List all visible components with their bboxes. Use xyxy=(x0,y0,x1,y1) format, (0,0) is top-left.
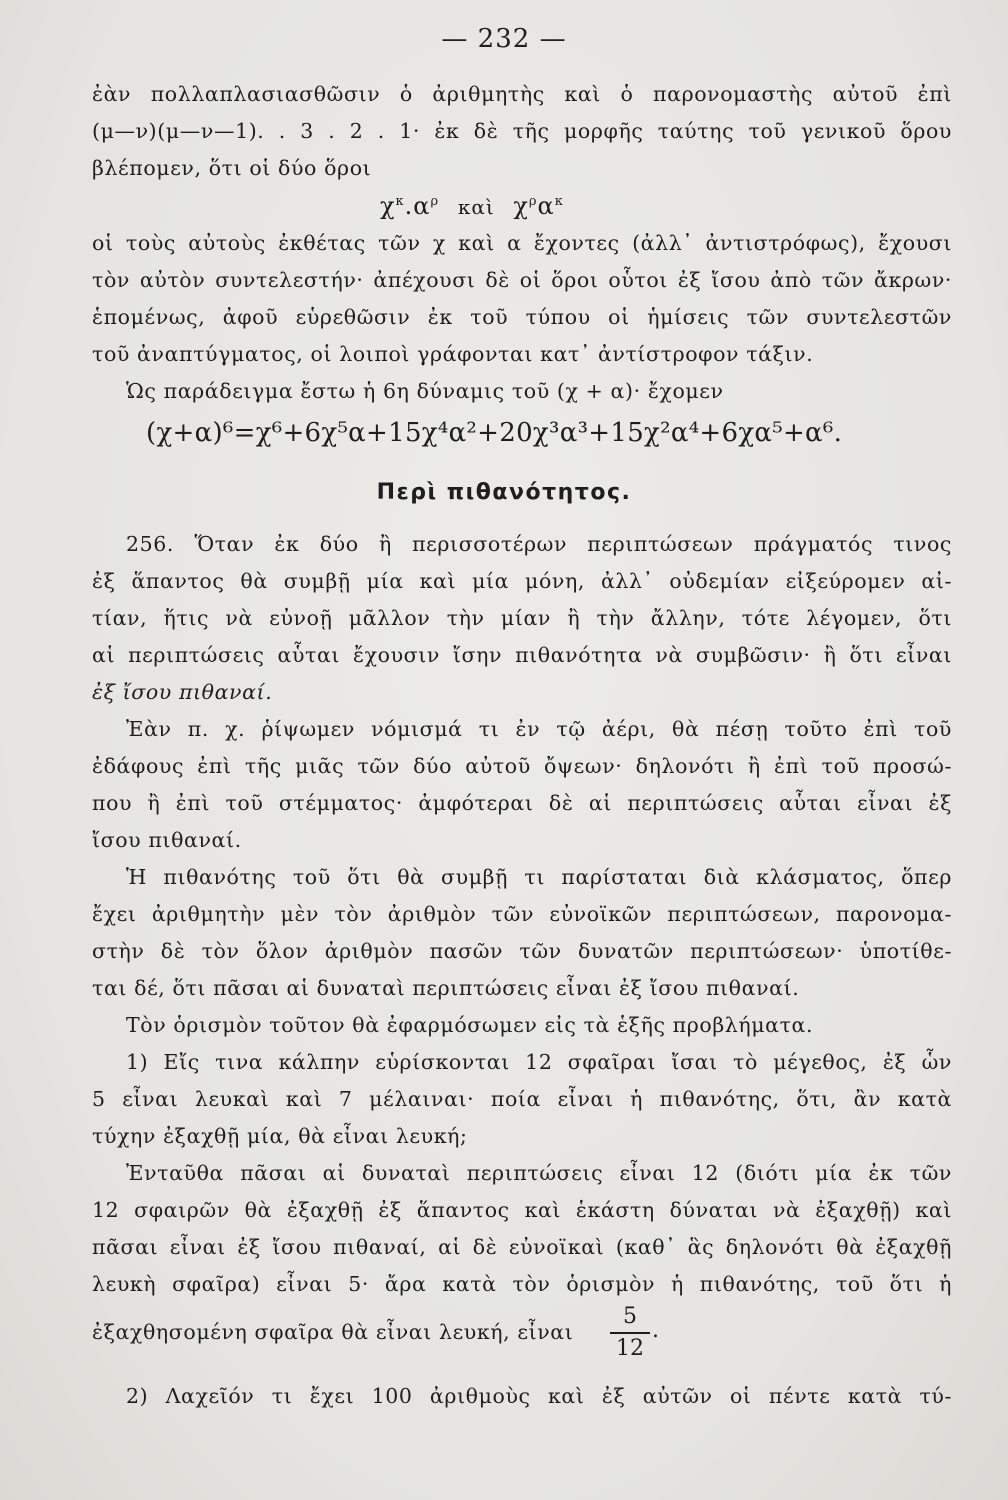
paragraph-line: ἐξαχθησομένη σφαῖρα θὰ εἶναι λευκή, εἶναι xyxy=(92,1320,574,1344)
paragraph-line: Ἡ πιθανότης τοῦ ὅτι θὰ συμβῇ τι παρίσταται διὰ κλάσματος, ὅπερ xyxy=(126,865,952,889)
paragraph-line: Ἐνταῦθα πᾶσαι αἱ δυναταὶ περιπτώσεις εἶναι 12 (διότι μία ἐκ τῶν xyxy=(126,1161,952,1185)
paragraph-line: ἐὰν πολλαπλασιασθῶσιν ὁ ἀριθμητὴς καὶ ὁ παρονομαστὴς αὐτοῦ ἐπὶ xyxy=(92,82,952,106)
paragraph-line: Ὡς παράδειγμα ἔστω ἡ 6η δύναμις τοῦ (χ + α)· ἔχομεν xyxy=(126,379,724,403)
paragraph-line: 256. Ὅταν ἐκ δύο ἢ περισσοτέρων περιπτώσεων πράγματός τινος xyxy=(126,532,952,556)
paragraph-line: 12 σφαιρῶν θὰ ἐξαχθῇ ἐξ ἅπαντος καὶ ἑκάστη δύναται νὰ ἐξαχθῇ) καὶ xyxy=(92,1198,952,1222)
paragraph-line: ἐδάφους ἐπὶ τῆς μιᾶς τῶν δύο αὐτοῦ ὄψεων· δηλονότι ἢ ἐπὶ τοῦ προσώ- xyxy=(92,754,952,778)
fraction-numerator: 5 xyxy=(623,1304,637,1329)
paragraph-line: ται δέ, ὅτι πᾶσαι αἱ δυναταὶ περιπτώσεις εἶναι ἐξ ἴσου πιθαναί. xyxy=(92,976,800,1000)
formula-terms xyxy=(380,192,564,220)
paragraph-line: Ἐὰν π. χ. ῥίψωμεν νόμισμά τι ἐν τῷ ἀέρι, θὰ πέσῃ τοῦτο ἐπὶ τοῦ xyxy=(126,717,952,741)
paragraph-line: ἐξ ἴσου πιθαναί. xyxy=(92,680,273,704)
paragraph-line: που ἢ ἐπὶ τοῦ στέμματος· ἀμφότεραι δὲ αἱ περιπτώσεις αὗται εἶναι ἐξ xyxy=(92,791,952,815)
paragraph-line: ἑπομένως, ἀφοῦ εὑρεθῶσιν ἐκ τοῦ τύπου οἱ ἡμίσεις τῶν συντελεστῶν xyxy=(92,305,952,329)
paragraph-line: τύχην ἐξαχθῇ μία, θὰ εἶναι λευκή; xyxy=(92,1124,468,1148)
paragraph-line: στὴν δὲ τὸν ὅλον ἀριθμὸν πασῶν τῶν δυνατῶν περιπτώσεων· ὑποτίθε- xyxy=(92,939,952,963)
paragraph-line: πᾶσαι εἶναι ἐξ ἴσου πιθαναί, αἱ δὲ εὐνοϊκαὶ (καθ᾿ ἃς δηλονότι θὰ ἐξαχθῇ xyxy=(92,1235,952,1259)
paragraph-line: (μ—ν)(μ—ν—1). . 3 . 2 . 1· ἐκ δὲ τῆς μορφῆς ταύτης τοῦ γενικοῦ ὅρου xyxy=(92,119,952,143)
page-number: — 232 — xyxy=(441,24,567,54)
binomial-formula: (χ+α)⁶=χ⁶+6χ⁵α+15χ⁴α²+20χ³α³+15χ²α⁴+6χα⁵+α⁶. xyxy=(146,418,843,448)
formula-term-1: $\chi^\kappa.\alpha^\rho$ xyxy=(380,192,440,220)
paragraph-line: Τὸν ὁρισμὸν τοῦτον θὰ ἐφαρμόσωμεν εἰς τὰ ἑξῆς προβλήματα. xyxy=(126,1013,814,1037)
fraction-bar xyxy=(610,1332,650,1334)
paragraph-line: 2) Λαχεῖόν τι ἔχει 100 ἀριθμοὺς καὶ ἐξ αὐτῶν οἱ πέντε κατὰ τύ- xyxy=(126,1384,952,1408)
fraction xyxy=(610,1304,650,1362)
formula-conjunction: καὶ xyxy=(457,195,495,219)
paragraph-line: τοῦ ἀναπτύγματος, οἱ λοιποὶ γράφονται κατ᾿ ἀντίστροφον τάξιν. xyxy=(92,342,814,366)
paragraph-line: βλέπομεν, ὅτι οἱ δύο ὅροι xyxy=(92,156,372,180)
paragraph-line: ἔχει ἀριθμητὴν μὲν τὸν ἀριθμὸν τῶν εὐνοϊκῶν περιπτώσεων, παρονομα- xyxy=(92,902,952,926)
fraction-period: . xyxy=(652,1318,659,1343)
paragraph-line: 5 εἶναι λευκαὶ καὶ 7 μέλαιναι· ποία εἶναι ἡ πιθανότης, ὅτι, ἂν κατὰ xyxy=(92,1087,952,1111)
paragraph-line: ἐξ ἅπαντος θὰ συμβῇ μία καὶ μία μόνη, ἀλλ᾿ οὐδεμίαν εἰξεύρομεν αἰ- xyxy=(92,569,952,593)
paragraph-line: λευκὴ σφαῖρα) εἶναι 5· ἄρα κατὰ τὸν ὁρισμὸν ἡ πιθανότης, τοῦ ὅτι ἡ xyxy=(92,1272,952,1296)
formula-term-2: $\chi^\rho\alpha^\kappa$ xyxy=(513,192,564,220)
paragraph-line: ἴσου πιθαναί. xyxy=(92,828,242,852)
paragraph-line: αἱ περιπτώσεις αὗται ἔχουσιν ἴσην πιθανότητα νὰ συμβῶσιν· ἢ ὅτι εἶναι xyxy=(92,643,952,667)
paragraph-line: τίαν, ἥτις νὰ εὐνοῇ μᾶλλον τὴν μίαν ἢ τὴν ἄλλην, τότε λέγομεν, ὅτι xyxy=(92,606,952,630)
section-heading: Περὶ πιθανότητος. xyxy=(376,480,632,505)
paragraph-line: 1) Εἴς τινα κάλπην εὑρίσκονται 12 σφαῖραι ἴσαι τὸ μέγεθος, ἐξ ὧν xyxy=(126,1050,952,1074)
paragraph-line: οἱ τοὺς αὐτοὺς ἐκθέτας τῶν χ καὶ α ἔχοντες (ἀλλ᾿ ἀντιστρόφως), ἔχουσι xyxy=(92,231,952,255)
fraction-denominator: 12 xyxy=(616,1335,644,1361)
paragraph-line: τὸν αὐτὸν συντελεστήν· ἀπέχουσι δὲ οἱ ὅροι οὗτοι ἐξ ἴσου ἀπὸ τῶν ἄκρων· xyxy=(92,268,952,292)
